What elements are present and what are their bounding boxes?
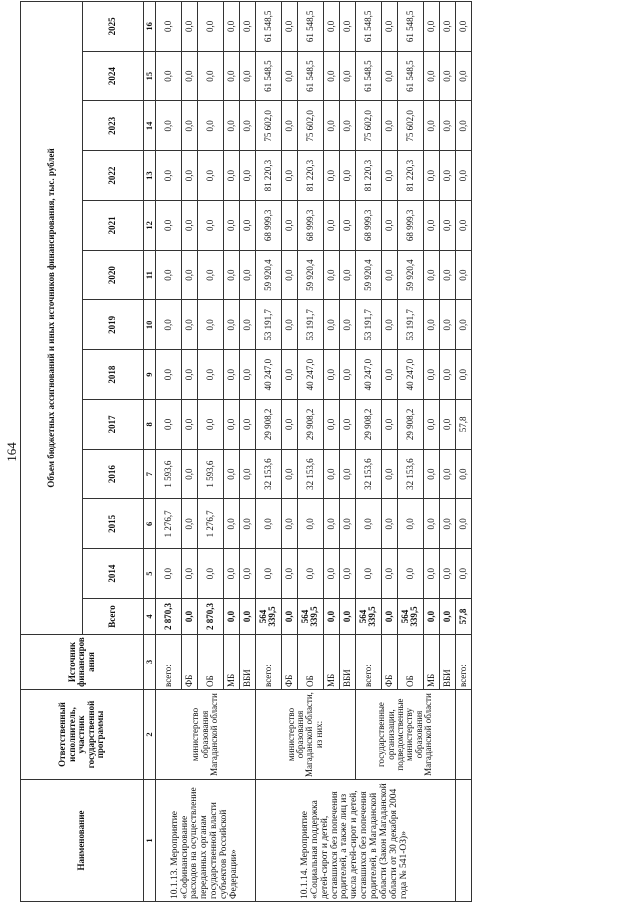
year-value: 0,0 bbox=[297, 549, 323, 599]
year-value: 61 548,5 bbox=[255, 2, 281, 52]
year-value: 53 191,7 bbox=[355, 300, 381, 350]
year-value: 40 247,0 bbox=[297, 350, 323, 400]
year-value: 0,0 bbox=[323, 250, 339, 300]
year-value: 0,0 bbox=[155, 350, 181, 400]
year-value: 0,0 bbox=[339, 250, 355, 300]
total-value: 2 870,3 bbox=[197, 599, 223, 635]
year-value: 0,0 bbox=[223, 449, 239, 499]
header-year: 2018 bbox=[82, 350, 144, 400]
year-value: 0,0 bbox=[339, 350, 355, 400]
total-value: 0,0 bbox=[439, 599, 455, 635]
year-value: 0,0 bbox=[239, 201, 255, 251]
funding-source: ФБ bbox=[281, 635, 297, 690]
year-value: 0,0 bbox=[323, 300, 339, 350]
year-value: 0,0 bbox=[439, 499, 455, 549]
year-value: 0,0 bbox=[281, 350, 297, 400]
year-value: 0,0 bbox=[155, 549, 181, 599]
year-value: 0,0 bbox=[439, 201, 455, 251]
year-value: 0,0 bbox=[197, 549, 223, 599]
year-value: 0,0 bbox=[155, 400, 181, 450]
year-value: 0,0 bbox=[423, 499, 439, 549]
year-value: 0,0 bbox=[323, 549, 339, 599]
total-value: 57,8 bbox=[455, 599, 471, 635]
year-value: 0,0 bbox=[223, 51, 239, 101]
column-index: 6 bbox=[144, 499, 156, 549]
year-value: 29 908,2 bbox=[297, 400, 323, 450]
year-value: 0,0 bbox=[255, 499, 281, 549]
year-value: 0,0 bbox=[281, 51, 297, 101]
funding-source: всего: bbox=[455, 635, 471, 690]
year-value: 61 548,5 bbox=[397, 51, 423, 101]
year-value: 0,0 bbox=[423, 449, 439, 499]
year-value: 0,0 bbox=[455, 499, 471, 549]
year-value: 75 602,0 bbox=[297, 101, 323, 151]
header-source: Источник финансирования bbox=[21, 635, 144, 690]
year-value: 0,0 bbox=[239, 449, 255, 499]
executor-cell bbox=[455, 690, 471, 780]
year-value: 0,0 bbox=[423, 250, 439, 300]
year-value: 59 920,4 bbox=[355, 250, 381, 300]
column-index: 14 bbox=[144, 101, 156, 151]
page-number: 164 bbox=[4, 442, 19, 462]
year-value: 0,0 bbox=[281, 449, 297, 499]
year-value: 0,0 bbox=[181, 549, 197, 599]
header-year: 2023 bbox=[82, 101, 144, 151]
header-year: 2019 bbox=[82, 300, 144, 350]
year-value: 0,0 bbox=[181, 201, 197, 251]
year-value: 0,0 bbox=[281, 250, 297, 300]
year-value: 61 548,5 bbox=[255, 51, 281, 101]
year-value: 0,0 bbox=[181, 250, 197, 300]
year-value: 0,0 bbox=[323, 51, 339, 101]
year-value: 0,0 bbox=[181, 499, 197, 549]
year-value: 0,0 bbox=[155, 300, 181, 350]
year-value: 0,0 bbox=[455, 151, 471, 201]
year-value: 0,0 bbox=[239, 499, 255, 549]
year-value: 0,0 bbox=[455, 250, 471, 300]
year-value: 0,0 bbox=[223, 250, 239, 300]
year-value: 0,0 bbox=[339, 499, 355, 549]
total-value: 0,0 bbox=[239, 599, 255, 635]
year-value: 0,0 bbox=[381, 499, 397, 549]
year-value: 0,0 bbox=[239, 2, 255, 52]
year-value: 0,0 bbox=[155, 101, 181, 151]
year-value: 0,0 bbox=[339, 400, 355, 450]
year-value: 0,0 bbox=[455, 51, 471, 101]
year-value: 0,0 bbox=[423, 2, 439, 52]
year-value: 0,0 bbox=[239, 350, 255, 400]
year-value: 0,0 bbox=[339, 449, 355, 499]
budget-table bbox=[20, 1, 472, 902]
year-value: 0,0 bbox=[181, 400, 197, 450]
year-value: 0,0 bbox=[323, 201, 339, 251]
year-value: 81 220,3 bbox=[397, 151, 423, 201]
column-index: 16 bbox=[144, 2, 156, 52]
year-value: 0,0 bbox=[323, 499, 339, 549]
year-value: 0,0 bbox=[439, 300, 455, 350]
year-value: 0,0 bbox=[181, 2, 197, 52]
total-value: 0,0 bbox=[181, 599, 197, 635]
year-value: 81 220,3 bbox=[297, 151, 323, 201]
year-value: 0,0 bbox=[423, 300, 439, 350]
year-value: 0,0 bbox=[455, 2, 471, 52]
year-value: 0,0 bbox=[197, 51, 223, 101]
year-value: 0,0 bbox=[381, 2, 397, 52]
header-year: 2016 bbox=[82, 449, 144, 499]
header-executor: Ответственный исполнитель, участник государственной программы bbox=[21, 690, 144, 780]
year-value: 75 602,0 bbox=[255, 101, 281, 151]
column-index: 2 bbox=[144, 690, 156, 780]
year-value: 0,0 bbox=[239, 151, 255, 201]
year-value: 0,0 bbox=[255, 549, 281, 599]
funding-source: МБ bbox=[223, 635, 239, 690]
year-value: 53 191,7 bbox=[397, 300, 423, 350]
header-total: Всего bbox=[82, 599, 144, 635]
year-value: 0,0 bbox=[181, 101, 197, 151]
year-value: 0,0 bbox=[423, 151, 439, 201]
column-index: 7 bbox=[144, 449, 156, 499]
activity-name: 10.1.14. Мероприятие «Социальная поддержка детей-сирот и детей, оставшихся без попечения родителей, а также лиц из числа детей-сирот и детей, оставшихся без попечения родителей, в Магаданской области (Закон Магаданской области от 30 декабря 2004 года № 541-ОЗ)» bbox=[255, 780, 455, 902]
year-value: 1 593,6 bbox=[155, 449, 181, 499]
year-value: 68 999,3 bbox=[355, 201, 381, 251]
funding-source: ВБИ bbox=[439, 635, 455, 690]
year-value: 29 908,2 bbox=[397, 400, 423, 450]
executor-cell: министерство образования Магаданской области bbox=[155, 690, 255, 780]
funding-source: ФБ bbox=[181, 635, 197, 690]
year-value: 0,0 bbox=[355, 549, 381, 599]
year-value: 0,0 bbox=[439, 250, 455, 300]
total-value: 0,0 bbox=[223, 599, 239, 635]
year-value: 61 548,5 bbox=[297, 51, 323, 101]
year-value: 0,0 bbox=[455, 101, 471, 151]
header-year: 2017 bbox=[82, 400, 144, 450]
year-value: 0,0 bbox=[223, 101, 239, 151]
total-value: 0,0 bbox=[339, 599, 355, 635]
header-year: 2024 bbox=[82, 51, 144, 101]
year-value: 0,0 bbox=[223, 151, 239, 201]
year-value: 59 920,4 bbox=[297, 250, 323, 300]
year-value: 0,0 bbox=[281, 201, 297, 251]
year-value: 0,0 bbox=[397, 499, 423, 549]
year-value: 0,0 bbox=[323, 449, 339, 499]
year-value: 0,0 bbox=[323, 151, 339, 201]
year-value: 0,0 bbox=[181, 151, 197, 201]
year-value: 0,0 bbox=[281, 400, 297, 450]
year-value: 0,0 bbox=[323, 101, 339, 151]
year-value: 0,0 bbox=[155, 2, 181, 52]
column-index: 13 bbox=[144, 151, 156, 201]
year-value: 0,0 bbox=[455, 350, 471, 400]
year-value: 0,0 bbox=[381, 449, 397, 499]
table-row bbox=[155, 2, 181, 902]
year-value: 29 908,2 bbox=[355, 400, 381, 450]
funding-source: ОБ bbox=[197, 635, 223, 690]
year-value: 1 593,6 bbox=[197, 449, 223, 499]
year-value: 0,0 bbox=[223, 2, 239, 52]
funding-source: ОБ bbox=[297, 635, 323, 690]
header-year: 2022 bbox=[82, 151, 144, 201]
year-value: 0,0 bbox=[223, 400, 239, 450]
year-value: 29 908,2 bbox=[255, 400, 281, 450]
activity-name: 10.1.13. Мероприятие «Софинансирование расходов на осуществление переданных органам государственной власти субъектов Российской Федерации» bbox=[155, 780, 255, 902]
year-value: 0,0 bbox=[239, 101, 255, 151]
year-value: 0,0 bbox=[381, 201, 397, 251]
year-value: 0,0 bbox=[281, 549, 297, 599]
year-value: 40 247,0 bbox=[255, 350, 281, 400]
executor-cell: государственные организации, подведомственные министерству образования Магаданской области bbox=[355, 690, 455, 780]
header-year: 2021 bbox=[82, 201, 144, 251]
year-value: 0,0 bbox=[397, 549, 423, 599]
year-value: 0,0 bbox=[439, 549, 455, 599]
year-value: 0,0 bbox=[223, 300, 239, 350]
year-value: 0,0 bbox=[423, 201, 439, 251]
year-value: 1 276,7 bbox=[155, 499, 181, 549]
year-value: 0,0 bbox=[197, 151, 223, 201]
funding-source: всего: bbox=[255, 635, 281, 690]
year-value: 0,0 bbox=[281, 2, 297, 52]
year-value: 0,0 bbox=[381, 350, 397, 400]
header-volume: Объем бюджетных ассигнований и иных источников финансирования, тыс. рублей bbox=[21, 2, 83, 635]
header-year: 2015 bbox=[82, 499, 144, 549]
header-year: 2025 bbox=[82, 2, 144, 52]
year-value: 0,0 bbox=[381, 250, 397, 300]
year-value: 0,0 bbox=[197, 400, 223, 450]
year-value: 0,0 bbox=[455, 449, 471, 499]
header-year: 2014 bbox=[82, 549, 144, 599]
year-value: 32 153,6 bbox=[297, 449, 323, 499]
rotated-page bbox=[4, 2, 620, 902]
column-index: 9 bbox=[144, 350, 156, 400]
year-value: 75 602,0 bbox=[355, 101, 381, 151]
year-value: 0,0 bbox=[239, 250, 255, 300]
year-value: 0,0 bbox=[339, 101, 355, 151]
year-value: 0,0 bbox=[239, 300, 255, 350]
year-value: 0,0 bbox=[323, 400, 339, 450]
total-value: 564 339,5 bbox=[397, 599, 423, 635]
year-value: 59 920,4 bbox=[397, 250, 423, 300]
column-index: 11 bbox=[144, 250, 156, 300]
year-value: 0,0 bbox=[339, 51, 355, 101]
column-index: 10 bbox=[144, 300, 156, 350]
year-value: 57,8 bbox=[455, 400, 471, 450]
year-value: 32 153,6 bbox=[255, 449, 281, 499]
year-value: 61 548,5 bbox=[355, 51, 381, 101]
year-value: 0,0 bbox=[339, 201, 355, 251]
funding-source: ВБИ bbox=[239, 635, 255, 690]
year-value: 0,0 bbox=[239, 51, 255, 101]
year-value: 0,0 bbox=[423, 101, 439, 151]
column-index: 3 bbox=[144, 635, 156, 690]
year-value: 0,0 bbox=[323, 350, 339, 400]
year-value: 0,0 bbox=[239, 549, 255, 599]
year-value: 0,0 bbox=[439, 51, 455, 101]
year-value: 0,0 bbox=[223, 499, 239, 549]
year-value: 0,0 bbox=[155, 51, 181, 101]
year-value: 40 247,0 bbox=[397, 350, 423, 400]
year-value: 0,0 bbox=[439, 151, 455, 201]
total-value: 0,0 bbox=[381, 599, 397, 635]
year-value: 81 220,3 bbox=[255, 151, 281, 201]
table-row bbox=[355, 2, 381, 902]
year-value: 0,0 bbox=[339, 151, 355, 201]
year-value: 0,0 bbox=[181, 300, 197, 350]
funding-source: МБ bbox=[323, 635, 339, 690]
year-value: 0,0 bbox=[339, 2, 355, 52]
year-value: 32 153,6 bbox=[397, 449, 423, 499]
year-value: 0,0 bbox=[439, 101, 455, 151]
funding-source: всего: bbox=[155, 635, 181, 690]
year-value: 32 153,6 bbox=[355, 449, 381, 499]
year-value: 40 247,0 bbox=[355, 350, 381, 400]
year-value: 81 220,3 bbox=[355, 151, 381, 201]
column-index: 1 bbox=[144, 780, 156, 902]
year-value: 0,0 bbox=[181, 350, 197, 400]
funding-source: ФБ bbox=[381, 635, 397, 690]
year-value: 0,0 bbox=[423, 549, 439, 599]
total-value: 0,0 bbox=[281, 599, 297, 635]
total-value: 564 339,5 bbox=[255, 599, 281, 635]
year-value: 0,0 bbox=[455, 549, 471, 599]
year-value: 0,0 bbox=[239, 400, 255, 450]
year-value: 0,0 bbox=[455, 300, 471, 350]
funding-source: ВБИ bbox=[339, 635, 355, 690]
year-value: 0,0 bbox=[381, 101, 397, 151]
year-value: 0,0 bbox=[423, 350, 439, 400]
funding-source: всего: bbox=[355, 635, 381, 690]
year-value: 68 999,3 bbox=[255, 201, 281, 251]
year-value: 0,0 bbox=[439, 449, 455, 499]
year-value: 0,0 bbox=[181, 449, 197, 499]
year-value: 53 191,7 bbox=[255, 300, 281, 350]
year-value: 0,0 bbox=[339, 549, 355, 599]
activity-name bbox=[455, 780, 471, 902]
year-value: 0,0 bbox=[223, 549, 239, 599]
total-value: 0,0 bbox=[323, 599, 339, 635]
table-row bbox=[455, 2, 471, 902]
column-index: 12 bbox=[144, 201, 156, 251]
table-row bbox=[255, 2, 281, 902]
year-value: 0,0 bbox=[181, 51, 197, 101]
total-value: 564 339,5 bbox=[355, 599, 381, 635]
year-value: 0,0 bbox=[423, 51, 439, 101]
year-value: 0,0 bbox=[323, 2, 339, 52]
year-value: 0,0 bbox=[155, 250, 181, 300]
year-value: 0,0 bbox=[155, 201, 181, 251]
column-index: 4 bbox=[144, 599, 156, 635]
year-value: 0,0 bbox=[439, 2, 455, 52]
total-value: 2 870,3 bbox=[155, 599, 181, 635]
year-value: 0,0 bbox=[281, 499, 297, 549]
year-value: 53 191,7 bbox=[297, 300, 323, 350]
column-index: 15 bbox=[144, 51, 156, 101]
column-index: 8 bbox=[144, 400, 156, 450]
year-value: 0,0 bbox=[197, 2, 223, 52]
year-value: 61 548,5 bbox=[297, 2, 323, 52]
year-value: 0,0 bbox=[223, 201, 239, 251]
year-value: 0,0 bbox=[355, 499, 381, 549]
year-value: 0,0 bbox=[155, 151, 181, 201]
year-value: 0,0 bbox=[381, 51, 397, 101]
executor-cell: министерство образования Магаданской области, из них: bbox=[255, 690, 355, 780]
column-index: 5 bbox=[144, 549, 156, 599]
year-value: 0,0 bbox=[381, 400, 397, 450]
funding-source: ОБ bbox=[397, 635, 423, 690]
year-value: 0,0 bbox=[455, 201, 471, 251]
year-value: 0,0 bbox=[281, 101, 297, 151]
year-value: 0,0 bbox=[297, 499, 323, 549]
year-value: 0,0 bbox=[281, 300, 297, 350]
header-year: 2020 bbox=[82, 250, 144, 300]
year-value: 59 920,4 bbox=[255, 250, 281, 300]
year-value: 0,0 bbox=[381, 300, 397, 350]
year-value: 0,0 bbox=[281, 151, 297, 201]
year-value: 61 548,5 bbox=[397, 2, 423, 52]
year-value: 75 602,0 bbox=[397, 101, 423, 151]
year-value: 68 999,3 bbox=[297, 201, 323, 251]
total-value: 564 339,5 bbox=[297, 599, 323, 635]
year-value: 0,0 bbox=[423, 400, 439, 450]
year-value: 0,0 bbox=[439, 350, 455, 400]
header-name: Наименование bbox=[21, 780, 144, 902]
year-value: 0,0 bbox=[439, 400, 455, 450]
year-value: 0,0 bbox=[197, 300, 223, 350]
year-value: 0,0 bbox=[197, 201, 223, 251]
total-value: 0,0 bbox=[423, 599, 439, 635]
year-value: 0,0 bbox=[339, 300, 355, 350]
year-value: 0,0 bbox=[197, 250, 223, 300]
year-value: 0,0 bbox=[381, 549, 397, 599]
year-value: 0,0 bbox=[197, 350, 223, 400]
year-value: 0,0 bbox=[381, 151, 397, 201]
year-value: 61 548,5 bbox=[355, 2, 381, 52]
year-value: 68 999,3 bbox=[397, 201, 423, 251]
year-value: 0,0 bbox=[223, 350, 239, 400]
year-value: 1 276,7 bbox=[197, 499, 223, 549]
year-value: 0,0 bbox=[197, 101, 223, 151]
funding-source: МБ bbox=[423, 635, 439, 690]
